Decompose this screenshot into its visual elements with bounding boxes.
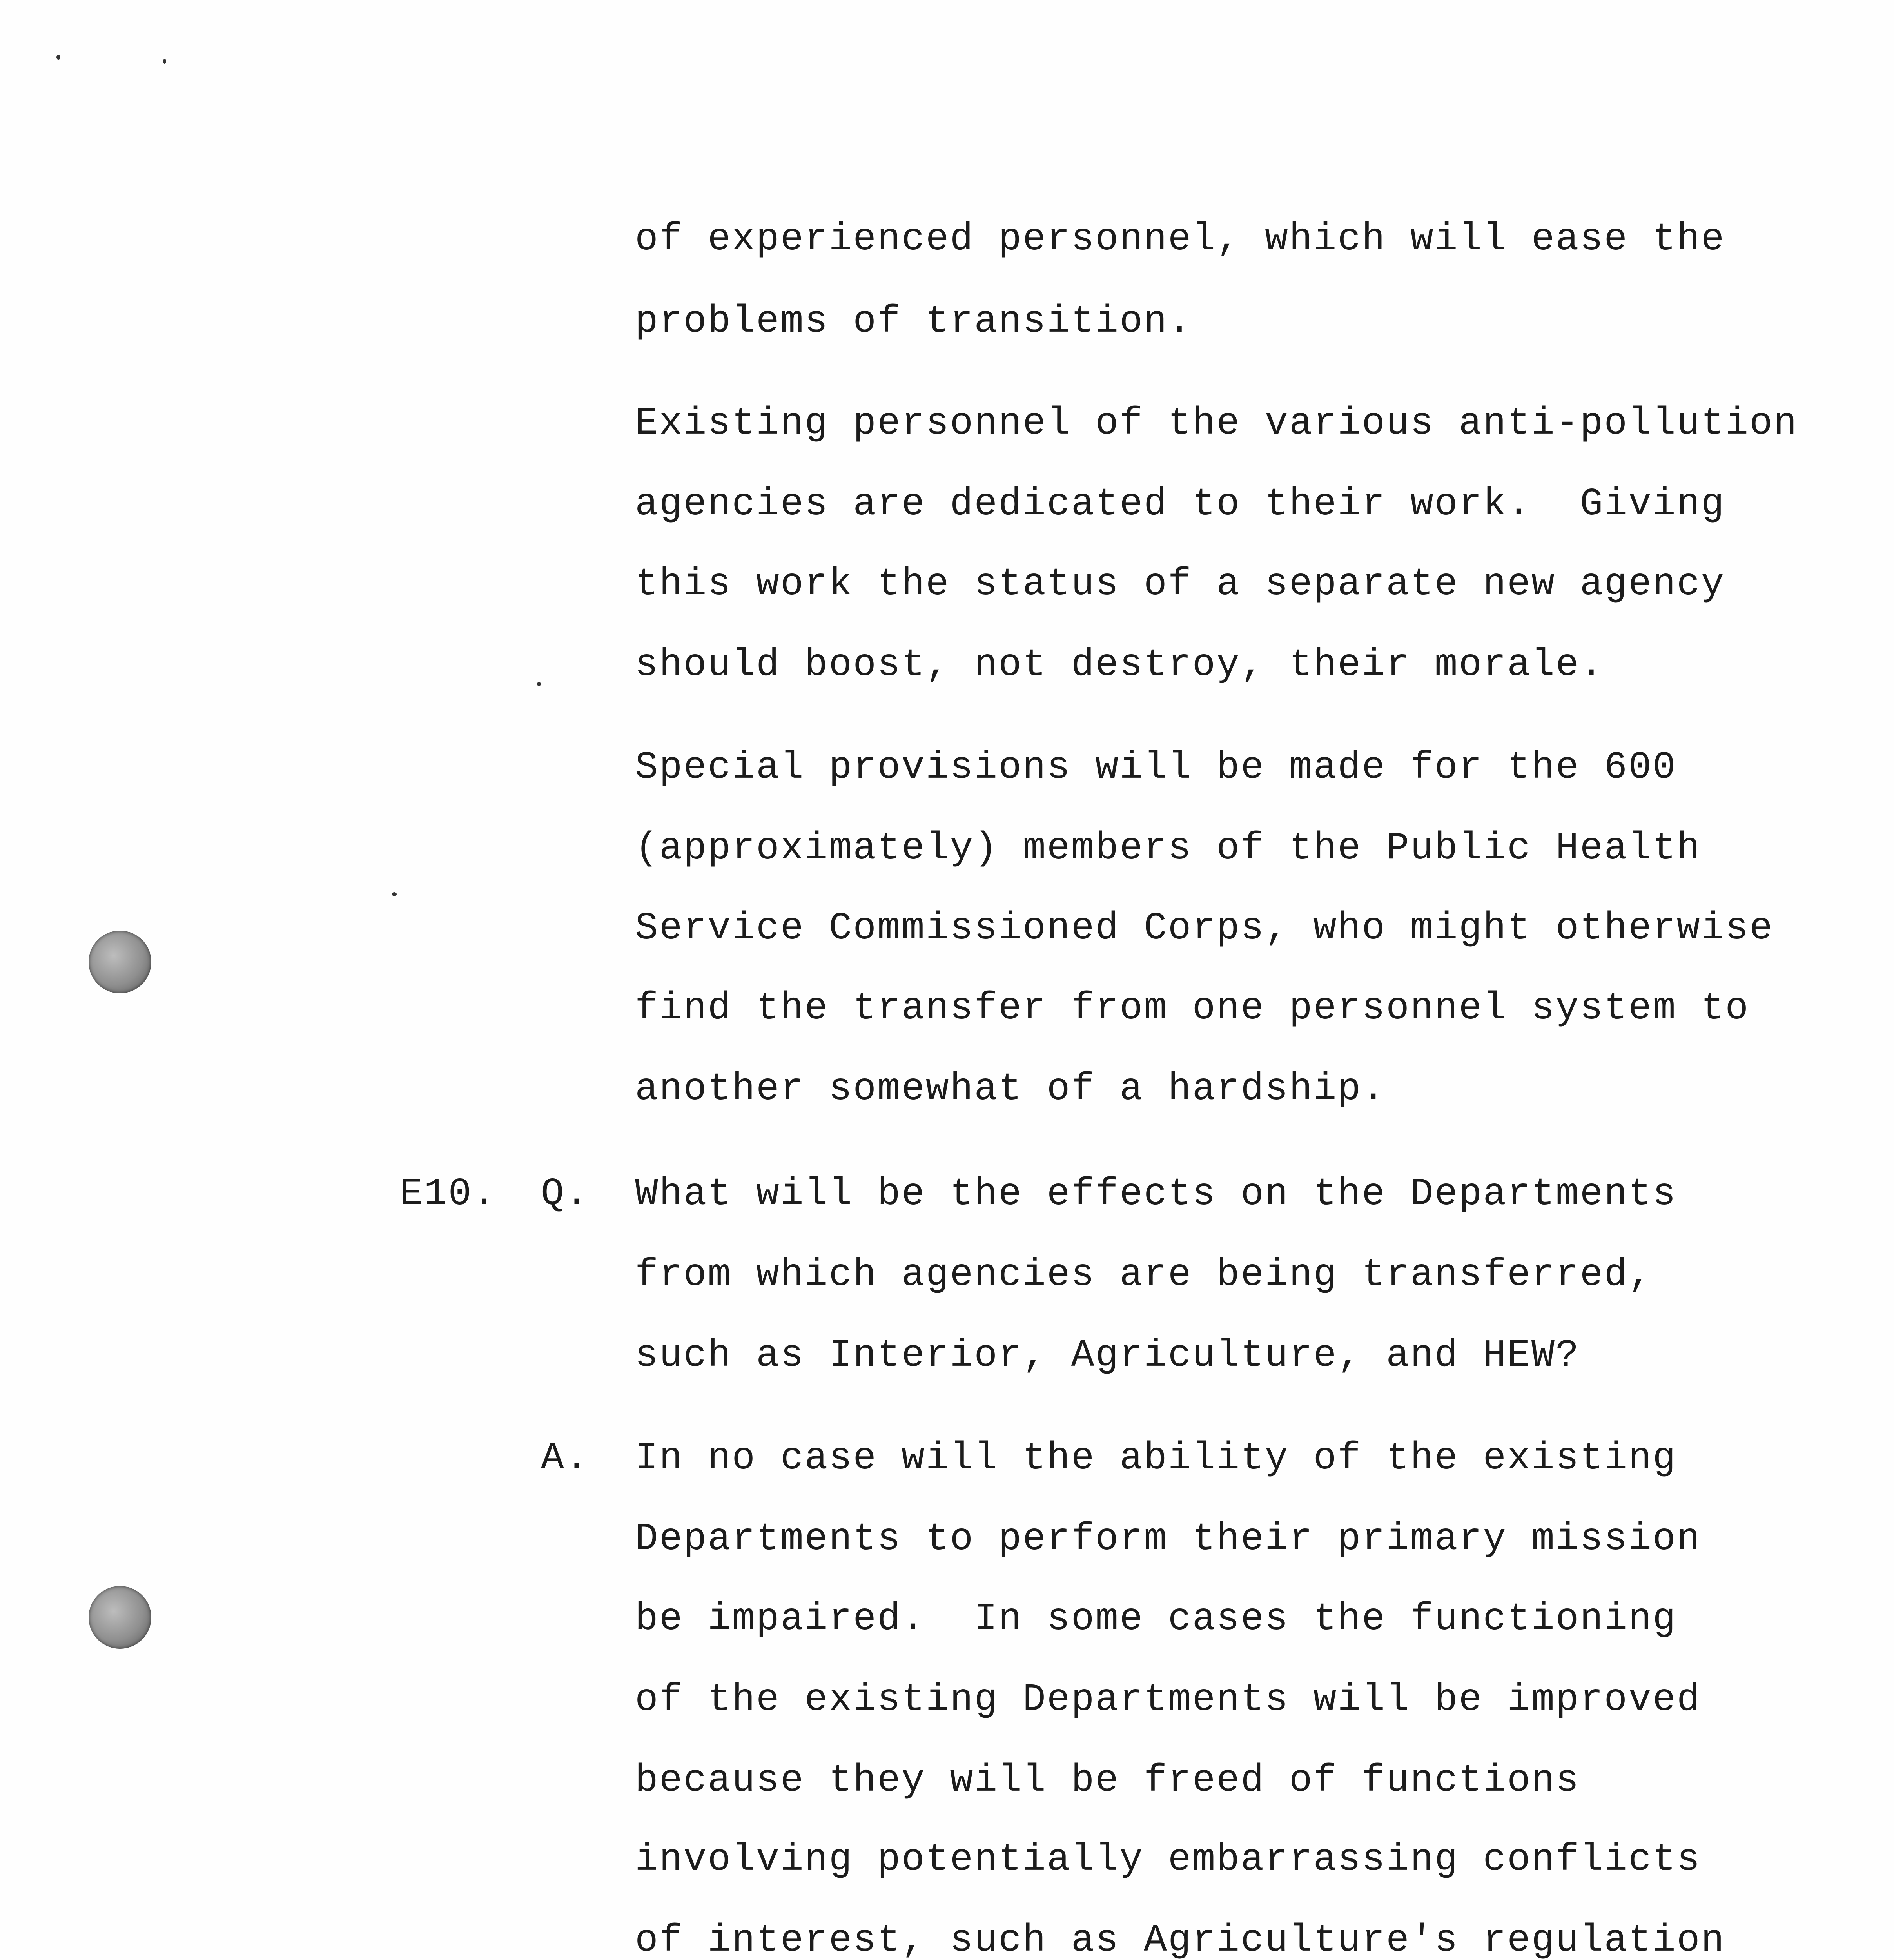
binder-hole-top: [89, 931, 151, 993]
text-line: Existing personnel of the various anti-pollution: [635, 402, 1798, 445]
text-line: problems of transition.: [635, 300, 1192, 343]
question-marker: Q.: [541, 1172, 590, 1216]
answer-line: In no case will the ability of the existing: [635, 1437, 1677, 1480]
text-line: agencies are dedicated to their work. Giving: [635, 483, 1725, 526]
answer-line: because they will be freed of functions: [635, 1759, 1580, 1802]
answer-line: of the existing Departments will be improved: [635, 1678, 1701, 1722]
scan-speck: [56, 55, 60, 60]
scan-speck: [392, 892, 397, 896]
text-line: should boost, not destroy, their morale.: [635, 643, 1604, 687]
text-line: this work the status of a separate new agency: [635, 563, 1725, 606]
answer-marker: A.: [541, 1437, 590, 1480]
question-line: from which agencies are being transferred,: [635, 1253, 1653, 1297]
answer-line: be impaired. In some cases the functioning: [635, 1597, 1677, 1641]
item-number: E10.: [400, 1172, 497, 1216]
text-line: find the transfer from one personnel system to: [635, 987, 1750, 1030]
scan-speck: [537, 682, 541, 686]
question-line: such as Interior, Agriculture, and HEW?: [635, 1334, 1580, 1377]
question-line: What will be the effects on the Departments: [635, 1172, 1677, 1216]
scan-speck: [163, 59, 166, 64]
answer-line: of interest, such as Agriculture's regulation: [635, 1919, 1725, 1960]
text-line: Special provisions will be made for the 600: [635, 746, 1677, 789]
text-line: (approximately) members of the Public Health: [635, 827, 1701, 870]
binder-hole-bottom: [89, 1586, 151, 1649]
text-line: of experienced personnel, which will ease the: [635, 218, 1725, 261]
text-line: another somewhat of a hardship.: [635, 1067, 1386, 1111]
text-line: Service Commissioned Corps, who might otherwise: [635, 907, 1774, 950]
answer-line: involving potentially embarrassing conflicts: [635, 1838, 1701, 1882]
answer-line: Departments to perform their primary mission: [635, 1517, 1701, 1561]
